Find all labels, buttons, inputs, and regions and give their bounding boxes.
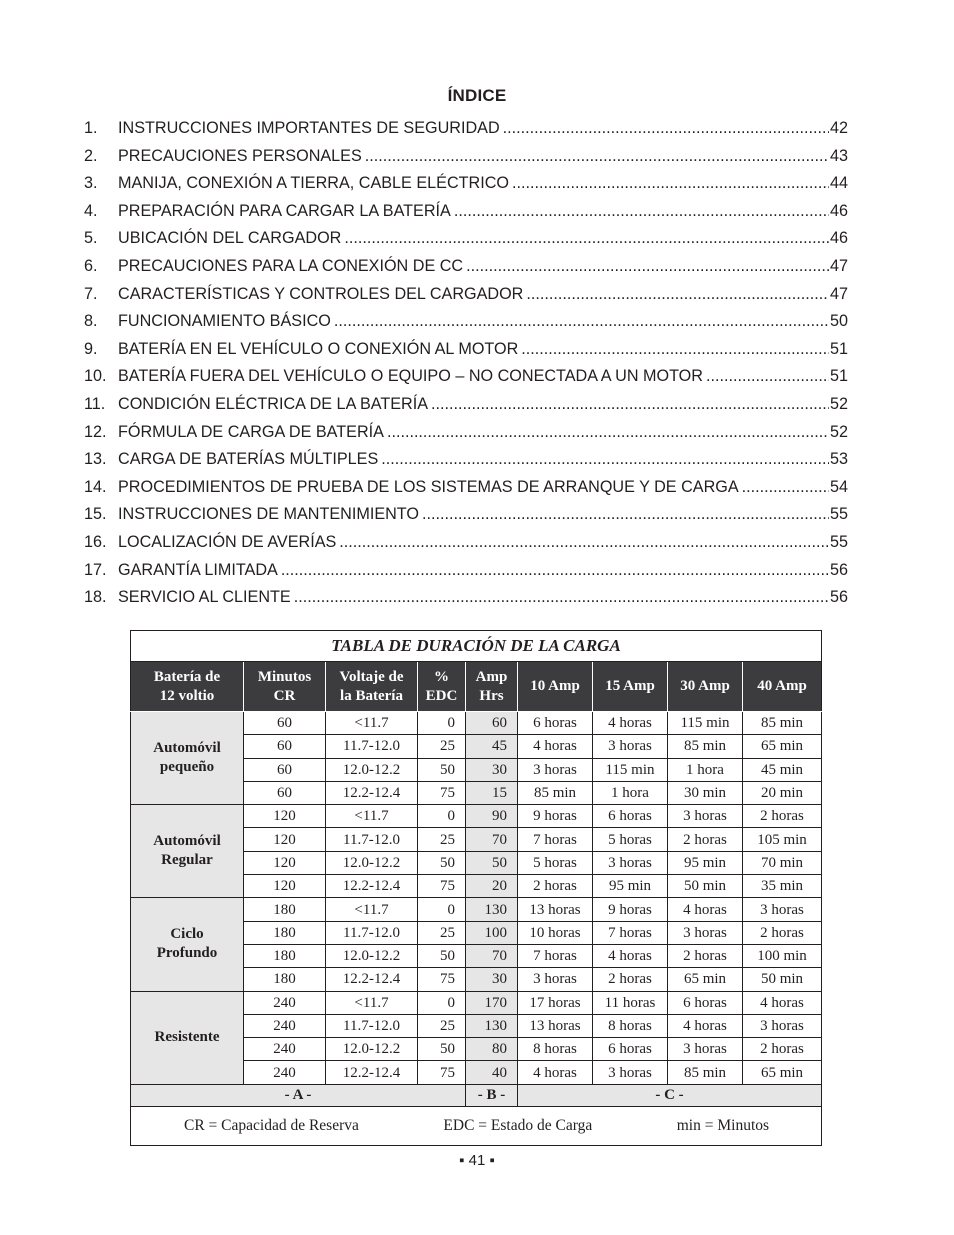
- table-cell: 180: [244, 968, 326, 991]
- table-of-contents: [84, 119, 848, 616]
- table-cell: 3 horas: [593, 851, 668, 874]
- table-cell: 2 horas: [743, 805, 822, 828]
- toc-item-page: 52: [829, 422, 848, 441]
- table-cell: 30: [466, 968, 518, 991]
- table-cell: 60: [244, 758, 326, 781]
- toc-item-number: 16.: [84, 532, 107, 551]
- toc-leader-dots: [334, 312, 829, 331]
- table-cell: 2 horas: [743, 1038, 822, 1061]
- table-cell: 60: [244, 781, 326, 804]
- legend-cr: CR = Capacidad de Reserva: [184, 1116, 359, 1134]
- table-cell: 20: [466, 875, 518, 898]
- table-cell: 12.2-12.4: [326, 781, 418, 804]
- toc-item: [84, 312, 848, 340]
- table-cell: 3 horas: [668, 1038, 743, 1061]
- table-cell: <11.7: [326, 898, 418, 921]
- toc-item: [84, 174, 848, 202]
- table-cell: 95 min: [593, 875, 668, 898]
- table-cell: <11.7: [326, 805, 418, 828]
- table-cell: 2 horas: [593, 968, 668, 991]
- table-cell: 90: [466, 805, 518, 828]
- table-cell: 120: [244, 805, 326, 828]
- column-header: Batería de 12 voltio: [131, 662, 244, 712]
- table-cell: 240: [244, 1061, 326, 1084]
- toc-item: [84, 340, 848, 368]
- table-cell: <11.7: [326, 991, 418, 1014]
- table-cell: 50 min: [743, 968, 822, 991]
- table-cell: 45 min: [743, 758, 822, 781]
- toc-item-page: 54: [829, 477, 848, 496]
- table-cell: 100 min: [743, 944, 822, 967]
- toc-item-title: BATERÍA EN EL VEHÍCULO O CONEXIÓN AL MOTOR: [118, 339, 519, 358]
- table-cell: 7 horas: [518, 828, 593, 851]
- table-cell: 60: [244, 735, 326, 758]
- column-header: 15 Amp: [593, 662, 668, 712]
- table-cell: 65 min: [743, 735, 822, 758]
- toc-item: [84, 588, 848, 616]
- table-cell: 13 horas: [518, 1014, 593, 1037]
- table-cell: 3 horas: [518, 758, 593, 781]
- table-cell: 80: [466, 1038, 518, 1061]
- column-header: 10 Amp: [518, 662, 593, 712]
- toc-item-title: UBICACIÓN DEL CARGADOR: [118, 229, 342, 248]
- table-cell: 10 horas: [518, 921, 593, 944]
- table-cell: 12.0-12.2: [326, 851, 418, 874]
- toc-leader-dots: [365, 147, 829, 166]
- table-cell: 85 min: [668, 735, 743, 758]
- toc-item-number: 10.: [84, 367, 107, 386]
- table-cell: 105 min: [743, 828, 822, 851]
- toc-item-page: 42: [829, 119, 848, 137]
- charge-duration-table: [130, 630, 822, 1146]
- toc-leader-dots: [281, 561, 829, 580]
- table-cell: 70: [466, 828, 518, 851]
- toc-item: [84, 202, 848, 230]
- table-cell: 11 horas: [593, 991, 668, 1014]
- page-number: ▪ 41 ▪: [459, 1152, 495, 1169]
- table-cell: 3 horas: [593, 735, 668, 758]
- table-cell: 130: [466, 1014, 518, 1037]
- table-cell: 17 horas: [518, 991, 593, 1014]
- toc-item: [84, 257, 848, 285]
- table-cell: 75: [418, 875, 466, 898]
- table-cell: 60: [244, 712, 326, 735]
- section-label-b: - B -: [466, 1084, 518, 1106]
- toc-leader-dots: [339, 533, 829, 552]
- table-row: [131, 898, 822, 921]
- toc-item: [84, 119, 848, 147]
- column-header: 40 Amp: [743, 662, 822, 712]
- table-cell: 9 horas: [593, 898, 668, 921]
- table-cell: 3 horas: [668, 805, 743, 828]
- toc-item-number: 12.: [84, 422, 107, 441]
- table-cell: 2 horas: [518, 875, 593, 898]
- toc-leader-dots: [521, 340, 829, 359]
- toc-item-number: 3.: [84, 174, 98, 193]
- table-cell: 120: [244, 828, 326, 851]
- table-cell: 1 hora: [593, 781, 668, 804]
- table-cell: 50: [418, 944, 466, 967]
- toc-leader-dots: [344, 229, 829, 248]
- toc-item-page: 56: [829, 588, 848, 607]
- table-cell: 4 horas: [668, 1014, 743, 1037]
- table-row: [131, 991, 822, 1014]
- table-cell: 4 horas: [743, 991, 822, 1014]
- table-cell: 12.0-12.2: [326, 758, 418, 781]
- table-cell: 8 horas: [593, 1014, 668, 1037]
- toc-item-title: CARGA DE BATERÍAS MÚLTIPLES: [118, 450, 379, 469]
- table-cell: 15: [466, 781, 518, 804]
- column-header: Minutos CR: [244, 662, 326, 712]
- table-cell: 170: [466, 991, 518, 1014]
- table-cell: 5 horas: [518, 851, 593, 874]
- toc-item-number: 1.: [84, 119, 98, 137]
- toc-item-title: SERVICIO AL CLIENTE: [118, 588, 291, 607]
- toc-leader-dots: [431, 395, 829, 414]
- toc-leader-dots: [742, 478, 829, 497]
- column-header: % EDC: [418, 662, 466, 712]
- table-cell: 12.2-12.4: [326, 875, 418, 898]
- table-cell: 3 horas: [593, 1061, 668, 1084]
- table-cell: 240: [244, 1038, 326, 1061]
- table-cell: 3 horas: [518, 968, 593, 991]
- toc-item: [84, 505, 848, 533]
- toc-item-number: 2.: [84, 146, 98, 165]
- toc-item-title: PREPARACIÓN PARA CARGAR LA BATERÍA: [118, 201, 451, 220]
- table-cell: 11.7-12.0: [326, 828, 418, 851]
- toc-item-page: 46: [829, 229, 848, 248]
- toc-item: [84, 423, 848, 451]
- table-cell: 1 hora: [668, 758, 743, 781]
- table-cell: 4 horas: [593, 944, 668, 967]
- toc-item-number: 18.: [84, 588, 107, 607]
- table-cell: 45: [466, 735, 518, 758]
- toc-item: [84, 147, 848, 175]
- table-cell: 9 horas: [518, 805, 593, 828]
- table-cell: 2 horas: [668, 944, 743, 967]
- toc-leader-dots: [387, 423, 829, 442]
- table-cell: 65 min: [743, 1061, 822, 1084]
- battery-type-label: Resistente: [131, 991, 244, 1084]
- table-cell: 11.7-12.0: [326, 921, 418, 944]
- table-cell: 12.0-12.2: [326, 1038, 418, 1061]
- toc-item-number: 17.: [84, 560, 107, 579]
- table-cell: 4 horas: [593, 712, 668, 735]
- toc-item: [84, 367, 848, 395]
- battery-type-label: Automóvil pequeño: [131, 712, 244, 805]
- toc-item-page: 56: [829, 560, 848, 579]
- toc-item-title: LOCALIZACIÓN DE AVERÍAS: [118, 532, 337, 551]
- table-cell: 4 horas: [668, 898, 743, 921]
- section-label-c: - C -: [518, 1084, 822, 1106]
- table-cell: 0: [418, 898, 466, 921]
- toc-leader-dots: [503, 119, 829, 138]
- table-cell: 75: [418, 1061, 466, 1084]
- table-cell: 50 min: [668, 875, 743, 898]
- toc-item-page: 55: [829, 532, 848, 551]
- table-cell: 60: [466, 712, 518, 735]
- toc-item-page: 46: [829, 201, 848, 220]
- table-cell: 50: [418, 758, 466, 781]
- table-cell: 4 horas: [518, 735, 593, 758]
- table-cell: 5 horas: [593, 828, 668, 851]
- toc-leader-dots: [454, 202, 829, 221]
- table-cell: 3 horas: [743, 898, 822, 921]
- table-cell: 11.7-12.0: [326, 1014, 418, 1037]
- table-cell: 25: [418, 1014, 466, 1037]
- toc-item-page: 53: [829, 450, 848, 469]
- table-cell: 12.2-12.4: [326, 968, 418, 991]
- toc-item-page: 47: [829, 256, 848, 275]
- battery-type-label: Automóvil Regular: [131, 805, 244, 898]
- table-cell: 70 min: [743, 851, 822, 874]
- toc-item-page: 44: [829, 174, 848, 193]
- toc-item-number: 11.: [84, 394, 106, 413]
- toc-item-page: 51: [829, 367, 848, 386]
- toc-item-number: 6.: [84, 256, 98, 275]
- toc-item-title: CARACTERÍSTICAS Y CONTROLES DEL CARGADOR: [118, 284, 524, 303]
- table-cell: 11.7-12.0: [326, 735, 418, 758]
- table-title: TABLA DE DURACIÓN DE LA CARGA: [131, 631, 822, 662]
- table-cell: 40: [466, 1061, 518, 1084]
- toc-item: [84, 533, 848, 561]
- table-cell: 4 horas: [518, 1061, 593, 1084]
- table-cell: 115 min: [668, 712, 743, 735]
- section-label-a: - A -: [131, 1084, 466, 1106]
- toc-item-number: 8.: [84, 312, 98, 331]
- toc-item-title: PROCEDIMIENTOS DE PRUEBA DE LOS SISTEMAS DE ARRANQUE Y DE CARGA: [118, 477, 739, 496]
- toc-item-page: 43: [829, 146, 848, 165]
- table-cell: 6 horas: [518, 712, 593, 735]
- table-cell: 95 min: [668, 851, 743, 874]
- table-cell: 6 horas: [593, 1038, 668, 1061]
- table-cell: 25: [418, 735, 466, 758]
- table-cell: 240: [244, 991, 326, 1014]
- table-cell: 180: [244, 921, 326, 944]
- column-header: Amp Hrs: [466, 662, 518, 712]
- table-cell: 50: [418, 1038, 466, 1061]
- toc-item: [84, 478, 848, 506]
- table-cell: 85 min: [743, 712, 822, 735]
- legend-edc: EDC = Estado de Carga: [443, 1116, 593, 1134]
- toc-item-title: PRECAUCIONES PARA LA CONEXIÓN DE CC: [118, 256, 464, 275]
- toc-item-title: GARANTÍA LIMITADA: [118, 560, 278, 579]
- toc-item-title: CONDICIÓN ELÉCTRICA DE LA BATERÍA: [118, 394, 429, 413]
- table-cell: 6 horas: [668, 991, 743, 1014]
- toc-item: [84, 450, 848, 478]
- column-header: Voltaje de la Batería: [326, 662, 418, 712]
- table-cell: 75: [418, 968, 466, 991]
- table-cell: 6 horas: [593, 805, 668, 828]
- toc-item-title: BATERÍA FUERA DEL VEHÍCULO O EQUIPO – NO CONECTADA A UN MOTOR: [118, 367, 703, 386]
- table-cell: 180: [244, 898, 326, 921]
- toc-leader-dots: [466, 257, 829, 276]
- toc-item: [84, 285, 848, 313]
- toc-leader-dots: [294, 588, 829, 607]
- toc-item-page: 52: [829, 394, 848, 413]
- toc-item-number: 13.: [84, 450, 107, 469]
- table-cell: 50: [418, 851, 466, 874]
- table-cell: 30 min: [668, 781, 743, 804]
- toc-item-number: 7.: [84, 284, 98, 303]
- toc-item-title: INSTRUCCIONES IMPORTANTES DE SEGURIDAD: [118, 119, 500, 137]
- toc-item-number: 9.: [84, 339, 98, 358]
- table-cell: 30: [466, 758, 518, 781]
- table-cell: 0: [418, 805, 466, 828]
- toc-item-page: 55: [829, 505, 848, 524]
- table-cell: 50: [466, 851, 518, 874]
- table-cell: 12.0-12.2: [326, 944, 418, 967]
- toc-item-title: FUNCIONAMIENTO BÁSICO: [118, 312, 331, 331]
- table-cell: 7 horas: [593, 921, 668, 944]
- toc-item-number: 4.: [84, 201, 98, 220]
- toc-item-page: 51: [829, 339, 848, 358]
- toc-leader-dots: [422, 505, 829, 524]
- table-cell: 13 horas: [518, 898, 593, 921]
- table-cell: 2 horas: [668, 828, 743, 851]
- toc-item-number: 5.: [84, 229, 98, 248]
- table-cell: 120: [244, 875, 326, 898]
- table-cell: 7 horas: [518, 944, 593, 967]
- table-row: [131, 712, 822, 735]
- toc-leader-dots: [512, 174, 829, 193]
- table-cell: 115 min: [593, 758, 668, 781]
- toc-item-page: 47: [829, 284, 848, 303]
- table-legend: [131, 1106, 822, 1145]
- toc-item-title: MANIJA, CONEXIÓN A TIERRA, CABLE ELÉCTRICO: [118, 174, 509, 193]
- table-cell: 3 horas: [668, 921, 743, 944]
- table-cell: 75: [418, 781, 466, 804]
- toc-leader-dots: [706, 367, 829, 386]
- toc-item-title: FÓRMULA DE CARGA DE BATERÍA: [118, 422, 384, 441]
- table-cell: 85 min: [518, 781, 593, 804]
- toc-item-number: 14.: [84, 477, 107, 496]
- toc-leader-dots: [526, 285, 829, 304]
- toc-item: [84, 395, 848, 423]
- table-cell: 12.2-12.4: [326, 1061, 418, 1084]
- table-cell: 35 min: [743, 875, 822, 898]
- table-cell: 130: [466, 898, 518, 921]
- table-cell: 120: [244, 851, 326, 874]
- table-cell: 20 min: [743, 781, 822, 804]
- table-cell: 0: [418, 991, 466, 1014]
- table-cell: 25: [418, 828, 466, 851]
- table-cell: 8 horas: [518, 1038, 593, 1061]
- table-cell: 2 horas: [743, 921, 822, 944]
- index-title: ÍNDICE: [447, 86, 507, 105]
- table-cell: 70: [466, 944, 518, 967]
- table-cell: 180: [244, 944, 326, 967]
- table-cell: 25: [418, 921, 466, 944]
- battery-type-label: Ciclo Profundo: [131, 898, 244, 991]
- toc-item: [84, 561, 848, 589]
- table-cell: 0: [418, 712, 466, 735]
- toc-item-title: PRECAUCIONES PERSONALES: [118, 146, 362, 165]
- toc-item-number: 15.: [84, 505, 107, 524]
- table-row: [131, 805, 822, 828]
- table-cell: 240: [244, 1014, 326, 1037]
- toc-leader-dots: [381, 450, 829, 469]
- table-cell: 65 min: [668, 968, 743, 991]
- table-cell: <11.7: [326, 712, 418, 735]
- table-cell: 100: [466, 921, 518, 944]
- legend-min: min = Minutos: [676, 1116, 770, 1134]
- table-cell: 3 horas: [743, 1014, 822, 1037]
- toc-item: [84, 229, 848, 257]
- column-header: 30 Amp: [668, 662, 743, 712]
- table-cell: 85 min: [668, 1061, 743, 1084]
- toc-item-title: INSTRUCCIONES DE MANTENIMIENTO: [118, 505, 419, 524]
- toc-item-page: 50: [829, 312, 848, 331]
